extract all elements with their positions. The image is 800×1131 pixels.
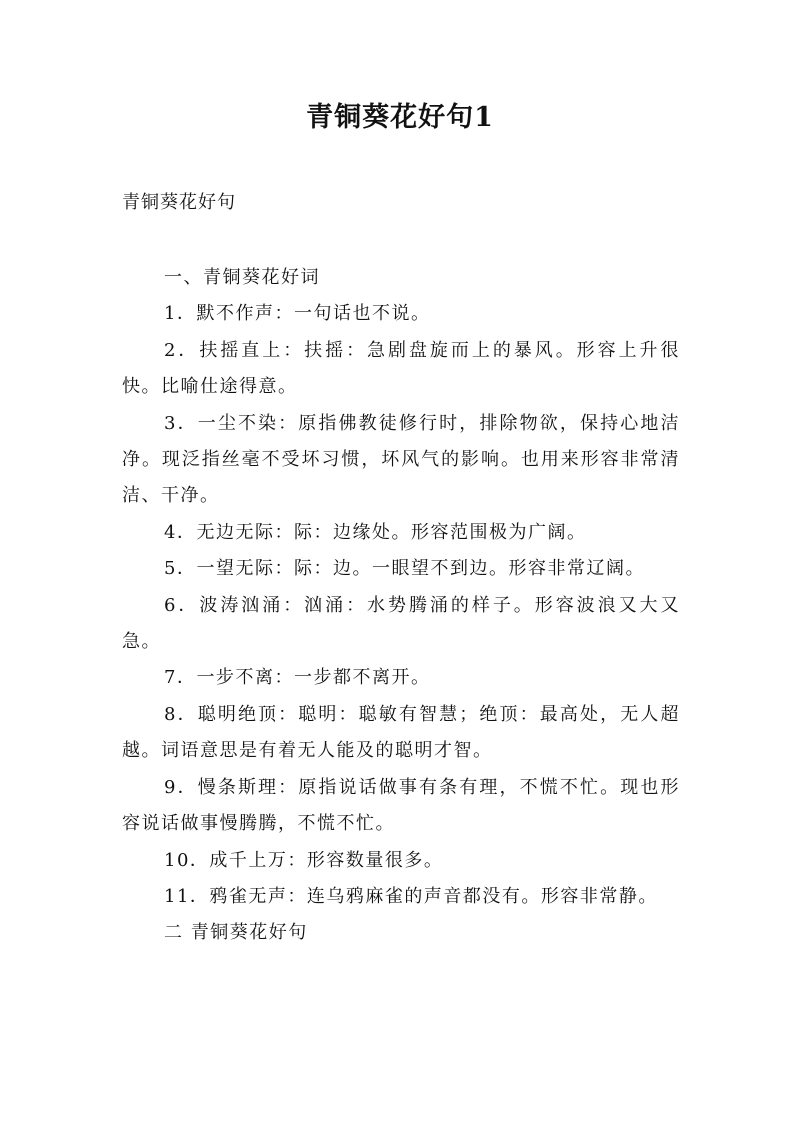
document-body — [122, 260, 680, 952]
list-item: 2．扶摇直上：扶摇：急剧盘旋而上的暴风。形容上升很快。比喻仕途得意。 — [122, 339, 680, 398]
list-item: 11．鸦雀无声：连乌鸦麻雀的声音都没有。形容非常静。 — [164, 885, 658, 907]
list-item: 6．波涛汹涌：汹涌：水势腾涌的样子。形容波浪又大又急。 — [122, 594, 680, 653]
list-item: 10．成千上万：形容数量很多。 — [164, 849, 444, 871]
document-subtitle: 青铜葵花好句 — [122, 192, 236, 213]
section-heading-words: 一、青铜葵花好词 — [164, 267, 320, 288]
list-item: 5．一望无际：际：边。一眼望不到边。形容非常辽阔。 — [164, 558, 645, 580]
list-item: 3．一尘不染：原指佛教徒修行时，排除物欲，保持心地洁净。现泛指丝毫不受坏习惯，坏风气的影响。也用来形容非常清洁、干净。 — [122, 412, 680, 507]
document-title: 青铜葵花好句1 — [306, 102, 494, 133]
list-item: 4．无边无际：际：边缘处。形容范围极为广阔。 — [164, 521, 587, 543]
list-item: 1．默不作声：一句话也不说。 — [164, 303, 431, 325]
list-item: 8．聪明绝顶：聪明：聪敏有智慧；绝顶：最高处，无人超越。词语意思是有着无人能及的聪明才智。 — [122, 703, 680, 762]
section-heading-sentences: 二 青铜葵花好句 — [164, 922, 308, 944]
list-item: 9．慢条斯理：原指说话做事有条有理，不慌不忙。现也形容说话做事慢腾腾，不慌不忙。 — [122, 776, 680, 835]
list-item: 7．一步不离：一步都不离开。 — [164, 667, 431, 689]
